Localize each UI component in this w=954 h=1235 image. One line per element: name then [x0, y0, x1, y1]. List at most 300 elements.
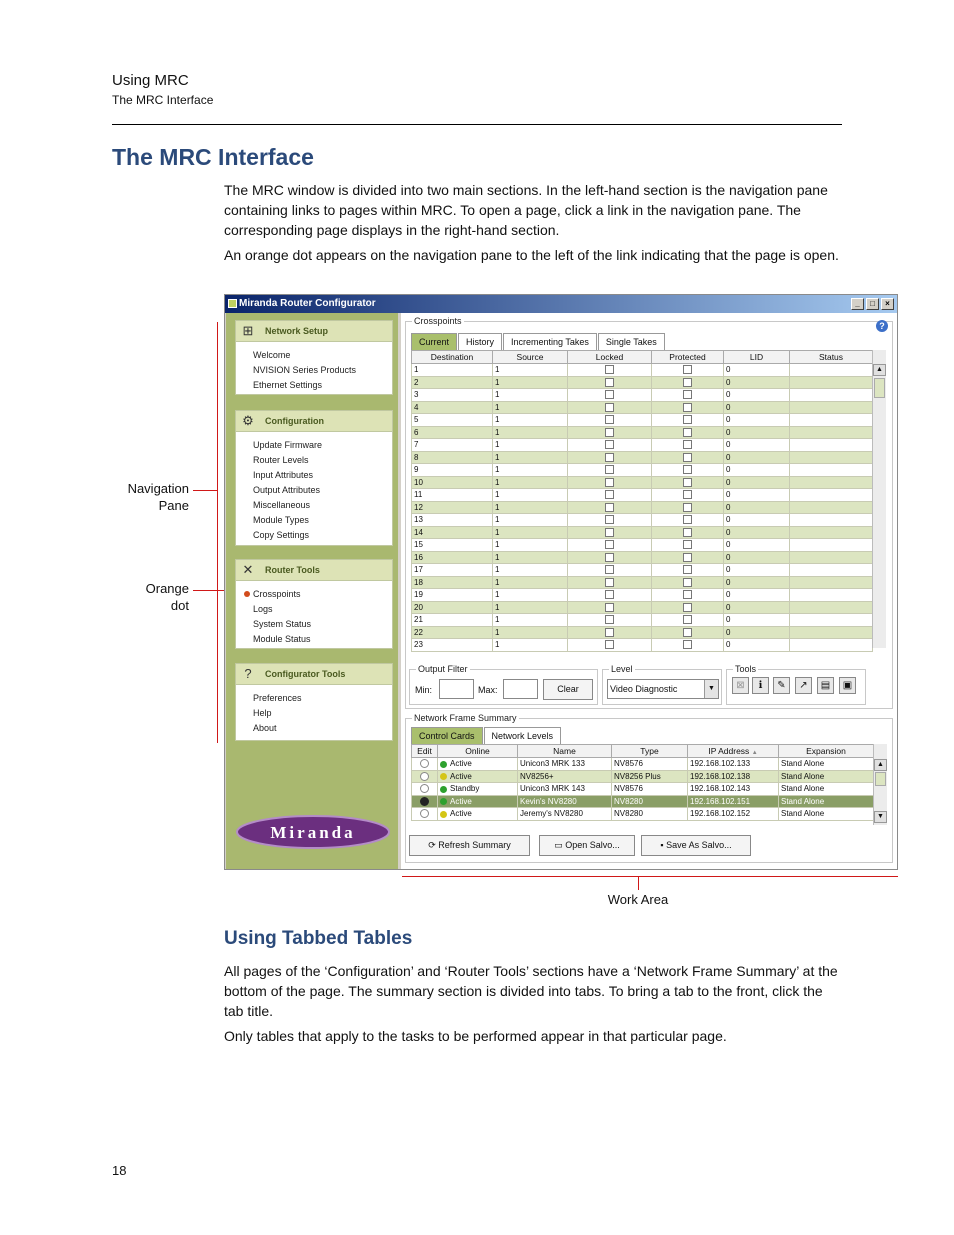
folder-icon: ▭ [554, 840, 563, 850]
crosspoints-scrollbar[interactable] [872, 350, 886, 648]
status-cell [790, 476, 873, 489]
protected-checkbox[interactable] [683, 403, 692, 412]
table-row[interactable] [412, 414, 873, 427]
tab-single-takes[interactable]: Single Takes [598, 333, 665, 350]
protected-checkbox[interactable] [683, 503, 692, 512]
source-cell: 1 [493, 376, 568, 389]
locked-cell [568, 401, 652, 414]
locked-checkbox[interactable] [605, 578, 614, 587]
locked-checkbox[interactable] [605, 378, 614, 387]
column-header[interactable]: Online [438, 745, 518, 758]
scroll-up-icon[interactable]: ▲ [874, 759, 887, 771]
nav-link-crosspoints[interactable] [253, 587, 392, 602]
tool-lock-icon[interactable]: ▣ [839, 677, 856, 694]
lid-cell: 0 [724, 364, 790, 377]
destination-cell: 13 [412, 514, 493, 527]
scroll-thumb[interactable] [874, 378, 885, 398]
destination-cell: 6 [412, 426, 493, 439]
protected-cell [652, 364, 724, 377]
edit-cell [412, 770, 438, 783]
locked-checkbox[interactable] [605, 540, 614, 549]
protected-cell [652, 451, 724, 464]
tab-current[interactable]: Current [411, 333, 457, 350]
column-header[interactable]: Expansion [779, 745, 874, 758]
close-icon[interactable]: × [881, 298, 894, 310]
table-row[interactable] [412, 758, 874, 771]
edit-cell [412, 758, 438, 771]
type-cell: NV8256 Plus [612, 770, 688, 783]
ip-cell: 192.168.102.143 [688, 783, 779, 796]
protected-checkbox[interactable] [683, 415, 692, 424]
table-row[interactable] [412, 601, 873, 614]
destination-cell: 2 [412, 376, 493, 389]
locked-checkbox[interactable] [605, 628, 614, 637]
lid-cell: 0 [724, 551, 790, 564]
nav-link-input-attributes[interactable]: Input Attributes [253, 470, 314, 480]
scroll-thumb[interactable] [875, 772, 886, 786]
protected-cell [652, 526, 724, 539]
locked-cell [568, 464, 652, 477]
nav-link-module-types[interactable]: Module Types [253, 515, 309, 525]
type-cell: NV8280 [612, 795, 688, 808]
locked-cell [568, 389, 652, 402]
protected-cell [652, 476, 724, 489]
locked-checkbox[interactable] [605, 390, 614, 399]
status-cell [790, 401, 873, 414]
navigation-pane [226, 313, 398, 869]
nav-link-help[interactable]: Help [253, 708, 272, 718]
source-cell: 1 [493, 414, 568, 427]
table-row[interactable] [412, 539, 873, 552]
destination-cell: 20 [412, 601, 493, 614]
protected-checkbox[interactable] [683, 565, 692, 574]
edit-cell [412, 783, 438, 796]
nav-link-output-attributes[interactable]: Output Attributes [253, 485, 321, 495]
running-header-subsection: The MRC Interface [112, 93, 214, 107]
destination-cell: 4 [412, 401, 493, 414]
lid-cell: 0 [724, 501, 790, 514]
locked-checkbox[interactable] [605, 465, 614, 474]
nav-link-miscellaneous[interactable]: Miscellaneous [253, 500, 311, 510]
group-title: Network Frame Summary [414, 713, 517, 723]
online-text: Active [450, 796, 472, 806]
tool-document-icon[interactable]: ▤ [817, 677, 834, 694]
svg-text:Miranda: Miranda [270, 823, 356, 842]
nav-link-preferences[interactable]: Preferences [253, 693, 302, 703]
locked-checkbox[interactable] [605, 565, 614, 574]
table-row[interactable] [412, 589, 873, 602]
locked-checkbox[interactable] [605, 440, 614, 449]
tab-control-cards[interactable]: Control Cards [411, 727, 483, 744]
nav-link-about[interactable]: About [253, 723, 277, 733]
button-label: Save As Salvo... [666, 840, 732, 850]
protected-cell [652, 376, 724, 389]
scroll-up-icon[interactable]: ▲ [873, 364, 886, 376]
source-cell: 1 [493, 589, 568, 602]
lid-cell: 0 [724, 626, 790, 639]
locked-checkbox[interactable] [605, 478, 614, 487]
table-row[interactable] [412, 551, 873, 564]
table-row[interactable] [412, 389, 873, 402]
locked-cell [568, 376, 652, 389]
scroll-down-icon[interactable]: ▼ [874, 811, 887, 823]
clear-button[interactable]: Clear [543, 679, 593, 700]
source-cell: 1 [493, 639, 568, 652]
status-cell [790, 539, 873, 552]
header-rule [112, 124, 842, 125]
status-cell [790, 364, 873, 377]
locked-cell [568, 364, 652, 377]
locked-checkbox[interactable] [605, 403, 614, 412]
table-row[interactable] [412, 783, 874, 796]
online-cell [438, 808, 518, 821]
table-row[interactable] [412, 564, 873, 577]
source-cell: 1 [493, 626, 568, 639]
destination-cell: 11 [412, 489, 493, 502]
nav-link-ethernet-settings[interactable]: Ethernet Settings [253, 380, 323, 390]
refresh-icon: ⟳ [428, 840, 436, 850]
tool-info-icon[interactable]: ℹ [752, 677, 769, 694]
table-row[interactable] [412, 770, 874, 783]
table-row[interactable] [412, 614, 873, 627]
locked-cell [568, 564, 652, 577]
table-row[interactable] [412, 401, 873, 414]
table-row[interactable] [412, 501, 873, 514]
sort-ascending-icon: ▲ [751, 750, 758, 756]
column-header[interactable]: LID [724, 351, 790, 364]
protected-checkbox[interactable] [683, 440, 692, 449]
window-titlebar [225, 295, 897, 313]
nav-link-logs[interactable]: Logs [253, 604, 273, 614]
table-row[interactable] [412, 439, 873, 452]
protected-checkbox[interactable] [683, 390, 692, 399]
table-row[interactable] [412, 514, 873, 527]
nav-link-module-status[interactable]: Module Status [253, 634, 311, 644]
edit-radio[interactable] [420, 797, 429, 806]
locked-checkbox[interactable] [605, 528, 614, 537]
locked-cell [568, 476, 652, 489]
status-cell [790, 564, 873, 577]
source-cell: 1 [493, 551, 568, 564]
table-row[interactable] [412, 464, 873, 477]
min-input[interactable] [439, 679, 474, 699]
edit-cell [412, 795, 438, 808]
protected-cell [652, 564, 724, 577]
status-led-icon [440, 773, 447, 780]
status-cell [790, 639, 873, 652]
network-frame-scrollbar[interactable] [873, 744, 887, 825]
name-cell: NV8256+ [518, 770, 612, 783]
protected-cell [652, 501, 724, 514]
miranda-logo [235, 813, 393, 851]
table-row[interactable] [412, 639, 873, 652]
tool-export-icon[interactable]: ↗ [795, 677, 812, 694]
nav-link-nvision-products[interactable]: NVISION Series Products [253, 365, 357, 375]
ip-cell: 192.168.102.133 [688, 758, 779, 771]
lid-cell: 0 [724, 576, 790, 589]
protected-checkbox[interactable] [683, 640, 692, 649]
protected-cell [652, 426, 724, 439]
protected-cell [652, 514, 724, 527]
lid-cell: 0 [724, 526, 790, 539]
protected-checkbox[interactable] [683, 453, 692, 462]
destination-cell: 1 [412, 364, 493, 377]
protected-checkbox[interactable] [683, 365, 692, 374]
locked-cell [568, 451, 652, 464]
app-icon [228, 299, 237, 308]
locked-checkbox[interactable] [605, 590, 614, 599]
protected-checkbox[interactable] [683, 540, 692, 549]
status-cell [790, 514, 873, 527]
tools-icon: ✕ [242, 562, 254, 577]
lid-cell: 0 [724, 414, 790, 427]
locked-checkbox[interactable] [605, 553, 614, 562]
save-icon: ▪ [660, 840, 664, 850]
table-row[interactable] [412, 626, 873, 639]
expansion-cell: Stand Alone [779, 808, 874, 821]
name-cell: Kevin's NV8280 [518, 795, 612, 808]
locked-checkbox[interactable] [605, 640, 614, 649]
column-header[interactable]: Status [790, 351, 873, 364]
protected-checkbox[interactable] [683, 490, 692, 499]
table-row[interactable] [412, 526, 873, 539]
protected-cell [652, 389, 724, 402]
protected-checkbox[interactable] [683, 615, 692, 624]
callout-text: Orange [145, 581, 189, 596]
column-header[interactable]: Locked [568, 351, 652, 364]
edit-radio[interactable] [420, 759, 429, 768]
group-title: Tools [735, 664, 757, 674]
ip-cell: 192.168.102.138 [688, 770, 779, 783]
table-row[interactable] [412, 795, 874, 808]
group-title: Level [611, 664, 633, 674]
destination-cell: 14 [412, 526, 493, 539]
expansion-cell: Stand Alone [779, 795, 874, 808]
protected-cell [652, 414, 724, 427]
protected-checkbox[interactable] [683, 378, 692, 387]
lid-cell: 0 [724, 439, 790, 452]
online-text: Standby [450, 784, 480, 794]
destination-cell: 21 [412, 614, 493, 627]
lid-cell: 0 [724, 451, 790, 464]
locked-cell [568, 501, 652, 514]
callout-line [193, 490, 217, 491]
destination-cell: 10 [412, 476, 493, 489]
protected-cell [652, 464, 724, 477]
status-cell [790, 389, 873, 402]
page-title: The MRC Interface [112, 144, 314, 170]
protected-checkbox[interactable] [683, 590, 692, 599]
status-cell [790, 551, 873, 564]
table-row[interactable] [412, 376, 873, 389]
output-filter-group [409, 664, 598, 705]
help-icon[interactable]: ? [876, 320, 888, 332]
network-frame-summary-group [405, 713, 893, 863]
maximize-icon[interactable]: □ [866, 298, 879, 310]
protected-checkbox[interactable] [683, 465, 692, 474]
locked-checkbox[interactable] [605, 490, 614, 499]
section-heading-tabbed-tables: Using Tabbed Tables [224, 928, 413, 949]
type-cell: NV8280 [612, 808, 688, 821]
destination-cell: 5 [412, 414, 493, 427]
table-row[interactable] [412, 808, 874, 821]
table-row[interactable] [412, 476, 873, 489]
locked-checkbox[interactable] [605, 603, 614, 612]
protected-cell [652, 539, 724, 552]
level-select[interactable] [607, 679, 719, 699]
minimize-icon[interactable]: _ [851, 298, 864, 310]
locked-checkbox[interactable] [605, 453, 614, 462]
protected-cell [652, 439, 724, 452]
lid-cell: 0 [724, 564, 790, 577]
save-as-salvo-button[interactable] [641, 835, 751, 856]
table-row[interactable] [412, 364, 873, 377]
locked-checkbox[interactable] [605, 415, 614, 424]
protected-checkbox[interactable] [683, 528, 692, 537]
name-cell: Unicon3 MRK 143 [518, 783, 612, 796]
nav-link-router-levels[interactable]: Router Levels [253, 455, 309, 465]
locked-cell [568, 614, 652, 627]
status-cell [790, 526, 873, 539]
source-cell: 1 [493, 514, 568, 527]
online-cell [438, 783, 518, 796]
column-header-ip-address[interactable] [688, 745, 779, 758]
locked-checkbox[interactable] [605, 365, 614, 374]
tab-network-levels[interactable]: Network Levels [484, 727, 562, 744]
chevron-down-icon[interactable]: ▼ [704, 680, 718, 698]
nav-link-system-status[interactable]: System Status [253, 619, 312, 629]
protected-cell [652, 489, 724, 502]
callout-orange-dot [120, 580, 189, 614]
protected-checkbox[interactable] [683, 478, 692, 487]
column-header[interactable]: Destination [412, 351, 493, 364]
tool-edit-icon[interactable]: ✎ [773, 677, 790, 694]
lid-cell: 0 [724, 426, 790, 439]
online-cell [438, 795, 518, 808]
work-area [401, 313, 897, 869]
edit-radio[interactable] [420, 809, 429, 818]
button-label: Refresh Summary [438, 840, 511, 850]
ip-cell: 192.168.102.151 [688, 795, 779, 808]
nav-link-welcome[interactable]: Welcome [253, 350, 291, 360]
status-cell [790, 576, 873, 589]
mrc-window-screenshot [224, 294, 898, 870]
protected-cell [652, 614, 724, 627]
status-cell [790, 626, 873, 639]
destination-cell: 12 [412, 501, 493, 514]
online-text: Active [450, 771, 472, 781]
nav-link-copy-settings[interactable]: Copy Settings [253, 530, 310, 540]
status-cell [790, 464, 873, 477]
protected-checkbox[interactable] [683, 515, 692, 524]
lid-cell: 0 [724, 464, 790, 477]
status-led-icon [440, 761, 447, 768]
column-header[interactable]: Source [493, 351, 568, 364]
tools-group [726, 664, 866, 705]
lid-cell: 0 [724, 476, 790, 489]
intro-paragraph: The MRC window is divided into two main sections. In the left-hand section is the navigation pane containing links to pages within MRC. To open a page, click a link in the navigation pane. The corresponding page displays in the right-hand section. [224, 182, 828, 238]
nav-section-title: Configurator Tools [265, 669, 346, 679]
table-row[interactable] [412, 489, 873, 502]
status-cell [790, 426, 873, 439]
destination-cell: 17 [412, 564, 493, 577]
column-header[interactable]: Edit [412, 745, 438, 758]
status-cell [790, 451, 873, 464]
protected-checkbox[interactable] [683, 428, 692, 437]
type-cell: NV8576 [612, 783, 688, 796]
tab-history[interactable]: History [458, 333, 502, 350]
callout-line-work [638, 876, 639, 890]
expansion-cell: Stand Alone [779, 783, 874, 796]
destination-cell: 15 [412, 539, 493, 552]
orange-dot-paragraph: An orange dot appears on the navigation pane to the left of the link indicating that the page is open. [224, 247, 839, 263]
table-row[interactable] [412, 451, 873, 464]
refresh-summary-button[interactable] [409, 835, 530, 856]
tabbed-tables-paragraph: All pages of the ‘Configuration’ and ‘Router Tools’ sections have a ‘Network Frame Summary’ at the bottom of the page. The summary section is divided into tabs. To bring a tab to the front, click the tab title. [224, 963, 838, 1019]
window-title: Miranda Router Configurator [239, 298, 376, 309]
status-cell [790, 614, 873, 627]
orange-dot-icon [244, 591, 250, 597]
protected-checkbox[interactable] [683, 603, 692, 612]
locked-cell [568, 626, 652, 639]
column-header[interactable]: Protected [652, 351, 724, 364]
locked-checkbox[interactable] [605, 503, 614, 512]
column-header[interactable]: Name [518, 745, 612, 758]
protected-cell [652, 601, 724, 614]
online-cell [438, 758, 518, 771]
status-cell [790, 589, 873, 602]
edit-radio[interactable] [420, 772, 429, 781]
edit-radio[interactable] [420, 784, 429, 793]
locked-cell [568, 414, 652, 427]
locked-cell [568, 589, 652, 602]
source-cell: 1 [493, 389, 568, 402]
tool-lock-disabled-icon[interactable]: ⊠ [732, 677, 749, 694]
level-value: Video Diagnostic [610, 684, 678, 694]
column-header[interactable]: Type [612, 745, 688, 758]
destination-cell: 8 [412, 451, 493, 464]
status-led-icon [440, 786, 447, 793]
lid-cell: 0 [724, 639, 790, 652]
protected-cell [652, 401, 724, 414]
table-row[interactable] [412, 576, 873, 589]
max-input[interactable] [503, 679, 538, 699]
status-cell [790, 601, 873, 614]
locked-checkbox[interactable] [605, 515, 614, 524]
source-cell: 1 [493, 601, 568, 614]
protected-checkbox[interactable] [683, 628, 692, 637]
status-cell [790, 489, 873, 502]
source-cell: 1 [493, 401, 568, 414]
nav-section-network-setup [235, 320, 393, 395]
lid-cell: 0 [724, 614, 790, 627]
lid-cell: 0 [724, 376, 790, 389]
locked-checkbox[interactable] [605, 615, 614, 624]
column-header-label: IP Address [708, 746, 750, 756]
table-row[interactable] [412, 426, 873, 439]
lid-cell: 0 [724, 539, 790, 552]
protected-checkbox[interactable] [683, 553, 692, 562]
source-cell: 1 [493, 526, 568, 539]
tab-incrementing-takes[interactable]: Incrementing Takes [503, 333, 597, 350]
lid-cell: 0 [724, 589, 790, 602]
nav-link-update-firmware[interactable]: Update Firmware [253, 440, 323, 450]
locked-cell [568, 551, 652, 564]
open-salvo-button[interactable] [539, 835, 635, 856]
locked-checkbox[interactable] [605, 428, 614, 437]
source-cell: 1 [493, 464, 568, 477]
protected-checkbox[interactable] [683, 578, 692, 587]
